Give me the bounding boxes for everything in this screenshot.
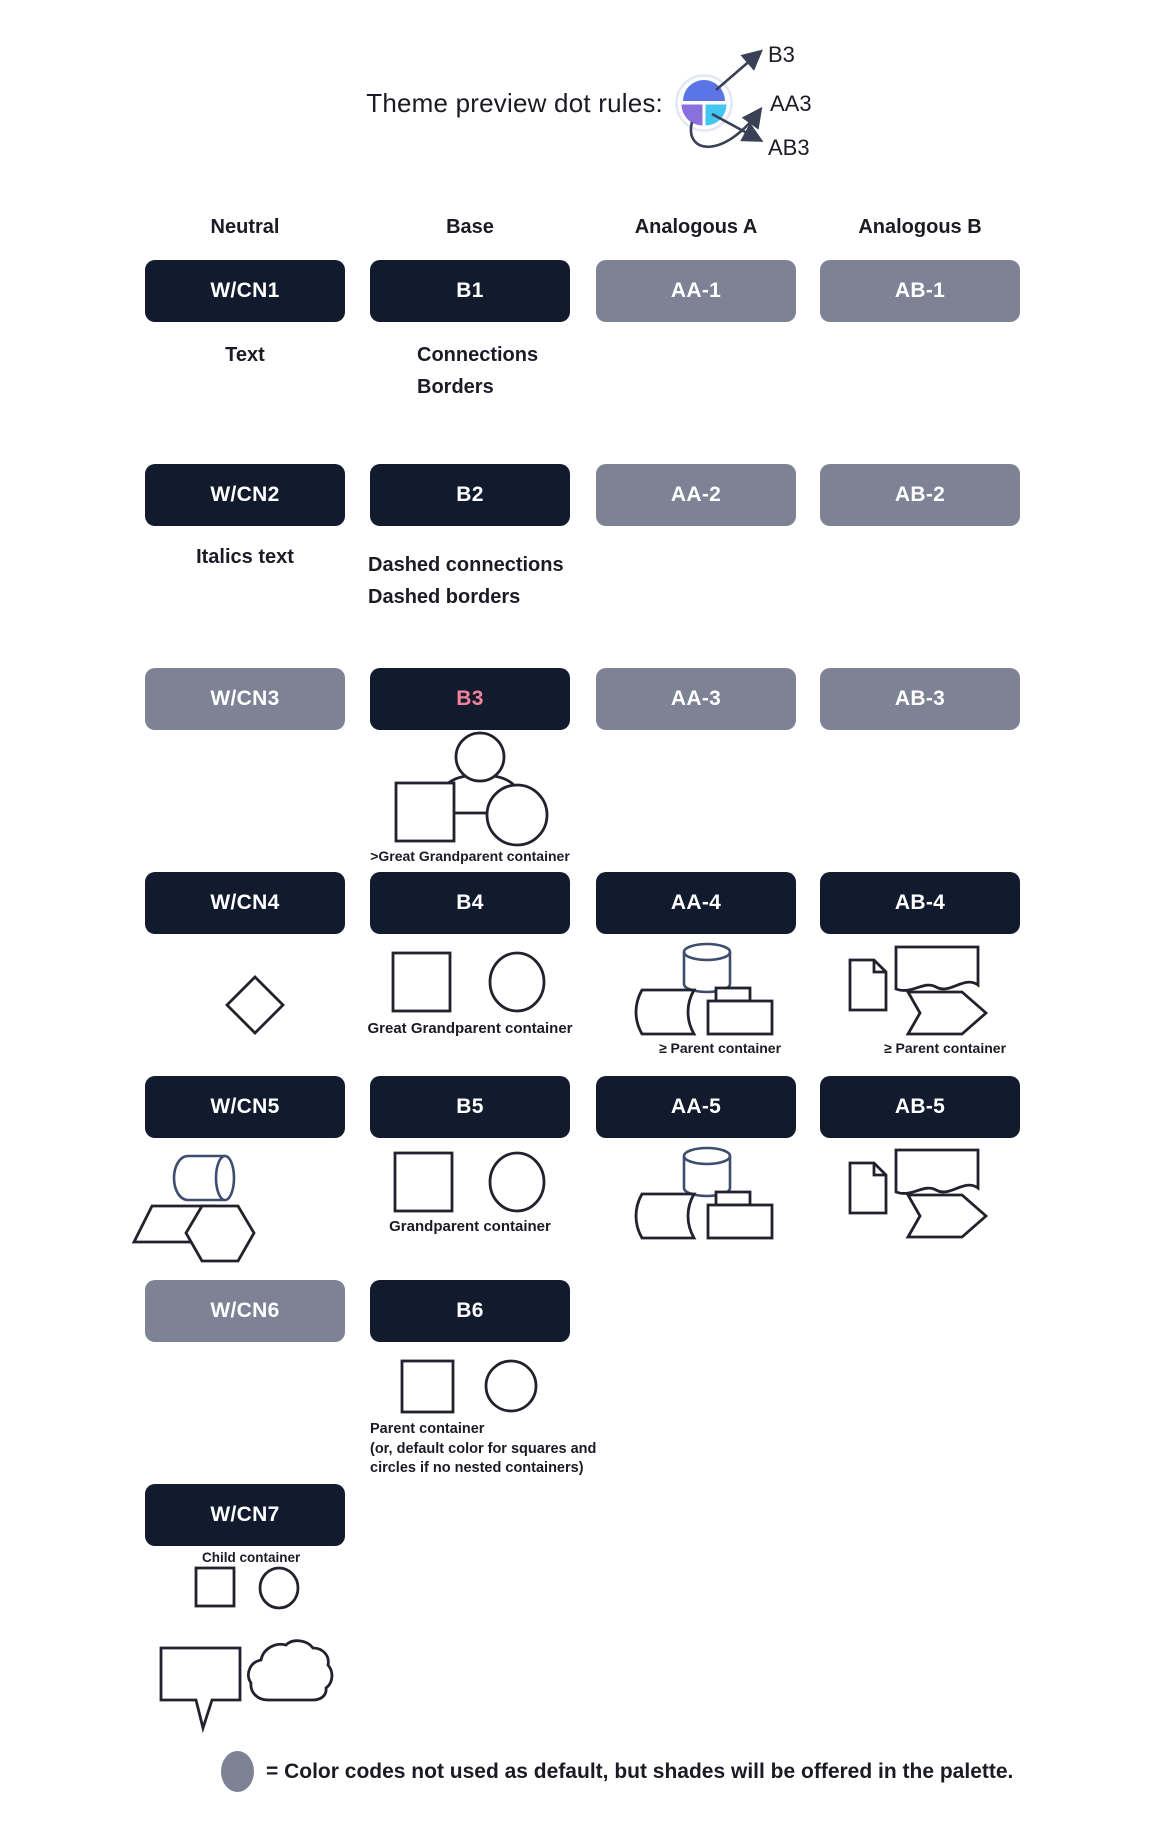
hexagon-shape	[186, 1206, 254, 1261]
pill-b5: B5	[370, 1076, 570, 1138]
aa4-shapes-group	[630, 940, 780, 1038]
pill-ab1: AB-1	[820, 260, 1020, 322]
label-ge-parent-ab: ≥ Parent container	[883, 1040, 1007, 1056]
label-ge-parent-aa: ≥ Parent container	[658, 1040, 782, 1056]
pill-b3: B3	[370, 668, 570, 730]
wcn7-shapes-group	[190, 1562, 310, 1614]
pill-aa1: AA-1	[596, 260, 796, 322]
legend-dot	[221, 1751, 254, 1792]
pill-ab5: AB-5	[820, 1076, 1020, 1138]
cylinder-top-icon	[684, 944, 730, 960]
dot-rule-label-b3: B3	[768, 42, 795, 67]
cloud-icon	[248, 1641, 332, 1700]
b4-shapes-group	[390, 948, 550, 1018]
b5-shapes-group	[390, 1148, 550, 1218]
square-shape	[395, 1153, 452, 1211]
circle-shape	[490, 953, 544, 1011]
pill-aa4: AA-4	[596, 872, 796, 934]
note-text: Text	[225, 344, 265, 366]
label-child-container: Child container	[202, 1550, 301, 1565]
speech-bubble-icon	[161, 1648, 240, 1728]
diamond-shape	[227, 977, 283, 1033]
note-italics-text: Italics text	[196, 546, 294, 568]
pill-wcn1: W/CN1	[145, 260, 345, 322]
column-header-analogous-a: Analogous A	[634, 216, 758, 238]
dot-rule-label-aa3: AA3	[770, 91, 812, 116]
pill-wcn4: W/CN4	[145, 872, 345, 934]
wavy-document-icon	[896, 947, 978, 990]
note-connections: Connections	[417, 344, 539, 366]
pill-aa3: AA-3	[596, 668, 796, 730]
circle-shape	[487, 785, 547, 845]
wcn4-shapes-group	[225, 975, 287, 1037]
arrow-to-b3	[716, 52, 760, 90]
note-icon	[850, 960, 886, 1010]
pill-wcn5: W/CN5	[145, 1076, 345, 1138]
tabbed-rect-tab-icon	[716, 988, 750, 1001]
column-header-base: Base	[446, 216, 494, 238]
note-dashed-borders: Dashed borders	[368, 586, 521, 608]
aa5-shapes-group	[630, 1144, 780, 1242]
circle-shape	[486, 1361, 536, 1411]
horizontal-cylinder-cap-icon	[216, 1156, 234, 1200]
label-grandparent: Grandparent container	[389, 1218, 551, 1235]
label-parent-line1: Parent container	[370, 1421, 485, 1437]
stored-data-icon	[636, 990, 694, 1034]
pill-ab3: AB-3	[820, 668, 1020, 730]
banner-arrow-icon	[908, 1195, 986, 1237]
pill-aa5: AA-5	[596, 1076, 796, 1138]
pill-wcn7: W/CN7	[145, 1484, 345, 1546]
pill-ab4: AB-4	[820, 872, 1020, 934]
pill-b4: B4	[370, 872, 570, 934]
square-shape	[196, 1568, 234, 1606]
stored-data-icon	[636, 1194, 694, 1238]
arrow-to-aa3	[691, 110, 760, 147]
note-dashed-connections: Dashed connections	[368, 554, 564, 576]
pill-b1: B1	[370, 260, 570, 322]
b3-shapes-group	[390, 720, 560, 860]
label-parent-line2: (or, default color for squares and	[370, 1441, 597, 1457]
label-parent-line3: circles if no nested containers)	[370, 1460, 584, 1476]
tabbed-rect-icon	[708, 1205, 772, 1238]
pill-aa2: AA-2	[596, 464, 796, 526]
note-icon	[850, 1163, 886, 1213]
legend-text: = Color codes not used as default, but shades will be offered in the palette.	[266, 1760, 1014, 1783]
square-shape	[396, 783, 454, 841]
pill-wcn3: W/CN3	[145, 668, 345, 730]
pill-ab2: AB-2	[820, 464, 1020, 526]
label-great-grandparent-gt: >Great Grandparent container	[370, 848, 570, 864]
note-borders: Borders	[417, 376, 494, 398]
pill-wcn6: W/CN6	[145, 1280, 345, 1342]
ab5-shapes-group	[840, 1148, 1000, 1243]
label-great-grandparent: Great Grandparent container	[367, 1020, 573, 1037]
cylinder-top-icon	[684, 1148, 730, 1164]
column-header-neutral: Neutral	[210, 216, 280, 238]
wcn7-bubble-cloud-group	[155, 1632, 345, 1734]
pill-b2: B2	[370, 464, 570, 526]
dot-rule-label-ab3: AB3	[768, 135, 810, 160]
page-title: Theme preview dot rules:	[366, 88, 663, 118]
pill-wcn2: W/CN2	[145, 464, 345, 526]
tabbed-rect-tab-icon	[716, 1192, 750, 1205]
pill-b6: B6	[370, 1280, 570, 1342]
person-head-icon	[456, 733, 504, 781]
banner-arrow-icon	[908, 992, 986, 1034]
wcn5-shapes-group	[128, 1148, 268, 1266]
column-header-analogous-b: Analogous B	[858, 216, 982, 238]
square-shape	[402, 1361, 453, 1412]
tabbed-rect-icon	[708, 1001, 772, 1034]
ab4-shapes-group	[840, 945, 1000, 1040]
square-shape	[393, 953, 450, 1011]
circle-shape	[260, 1568, 298, 1608]
b6-shapes-group	[395, 1355, 545, 1417]
wavy-document-icon	[896, 1150, 978, 1193]
circle-shape	[490, 1153, 544, 1211]
